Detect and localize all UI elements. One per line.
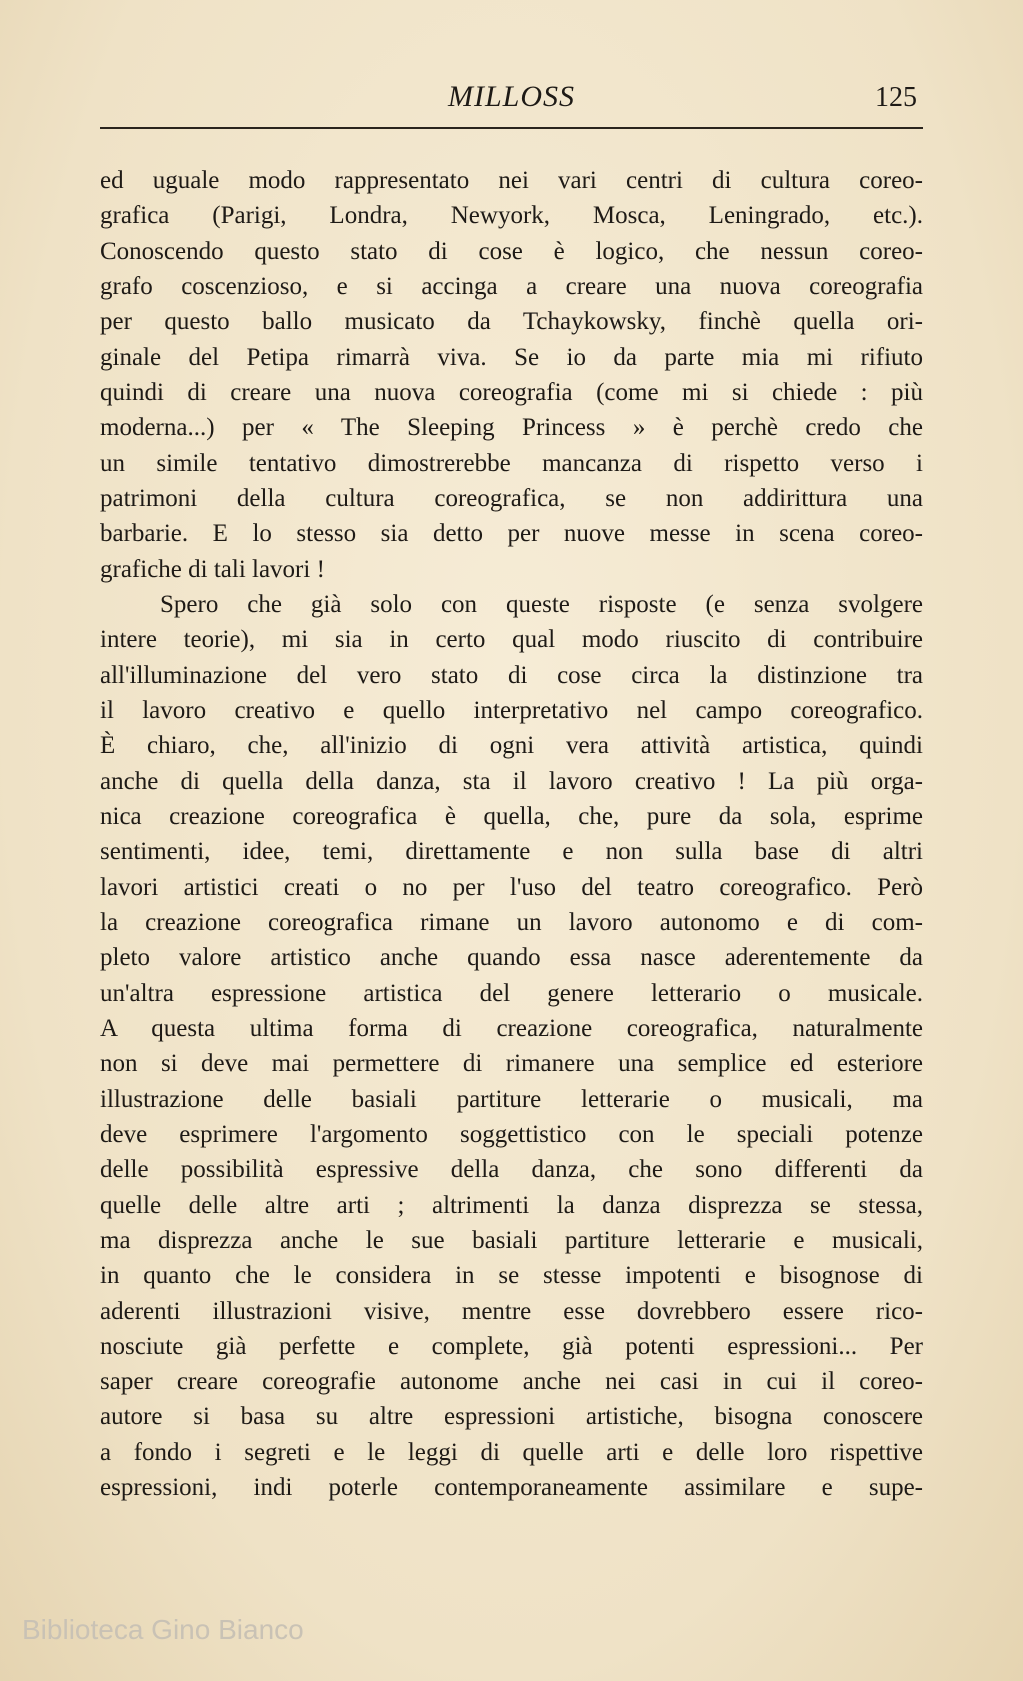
text-line: un'altra espressione artistica del genere letterario o musicale. (100, 979, 923, 1007)
text-line: il lavoro creativo e quello interpretativo nel campo coreografico. (100, 696, 923, 724)
page-number: 125 (875, 82, 917, 113)
body-text (100, 163, 923, 1505)
text-line: patrimoni della cultura coreografica, se non addirittura una (100, 484, 923, 512)
text-line: Spero che già solo con queste risposte (e senza svolgere (160, 590, 923, 618)
library-watermark: Biblioteca Gino Bianco (22, 1614, 304, 1645)
text-line: barbarie. E lo stesso sia detto per nuove messe in scena coreo- (100, 520, 923, 548)
text-line: moderna...) per « The Sleeping Princess » è perchè credo che (100, 414, 923, 442)
text-line: aderenti illustrazioni visive, mentre esse dovrebbero essere rico- (100, 1297, 923, 1325)
text-line: deve esprimere l'argomento soggettistico con le speciali potenze (100, 1120, 923, 1148)
text-line: ma disprezza anche le sue basiali partiture letterarie e musicali, (100, 1226, 923, 1254)
text-line: anche di quella della danza, sta il lavoro creativo ! La più orga- (100, 767, 923, 795)
text-line: lavori artistici creati o no per l'uso del teatro coreografico. Però (100, 873, 923, 901)
text-line: non si deve mai permettere di rimanere una semplice ed esteriore (100, 1050, 923, 1078)
text-line: un simile tentativo dimostrerebbe mancanza di rispetto verso i (100, 449, 923, 477)
text-line: in quanto che le considera in se stesse impotenti e bisognose di (100, 1262, 923, 1290)
text-line: quelle delle altre arti ; altrimenti la danza disprezza se stessa, (100, 1191, 923, 1219)
running-title: MILLOSS (447, 80, 575, 113)
text-line: grafiche di tali lavori ! (100, 555, 325, 583)
text-line: Conoscendo questo stato di cose è logico, che nessun coreo- (100, 237, 923, 265)
text-line: a fondo i segreti e le leggi di quelle arti e delle loro rispettive (100, 1438, 923, 1466)
text-line: quindi di creare una nuova coreografia (come mi si chiede : più (100, 378, 923, 406)
text-line: È chiaro, che, all'inizio di ogni vera attività artistica, quindi (100, 732, 923, 760)
text-line: pleto valore artistico anche quando essa nasce aderentemente da (100, 944, 923, 972)
header-rule (100, 127, 923, 129)
text-line: grafo coscenzioso, e si accinga a creare una nuova coreografia (100, 272, 923, 300)
text-line: sentimenti, idee, temi, direttamente e non sulla base di altri (100, 838, 923, 866)
text-line: intere teorie), mi sia in certo qual modo riuscito di contribuire (100, 626, 923, 654)
text-line: nosciute già perfette e complete, già potenti espressioni... Per (100, 1332, 923, 1360)
text-line: A questa ultima forma di creazione coreografica, naturalmente (100, 1014, 923, 1042)
text-line: ginale del Petipa rimarrà viva. Se io da parte mia mi rifiuto (100, 343, 923, 371)
text-line: saper creare coreografie autonome anche nei casi in cui il coreo- (100, 1368, 923, 1396)
text-line: grafica (Parigi, Londra, Newyork, Mosca, Leningrado, etc.). (100, 202, 923, 230)
text-line: ed uguale modo rappresentato nei vari centri di cultura coreo- (100, 167, 923, 194)
text-line: nica creazione coreografica è quella, che, pure da sola, esprime (100, 802, 923, 830)
text-line: delle possibilità espressive della danza, che sono differenti da (100, 1156, 923, 1184)
text-line: autore si basa su altre espressioni artistiche, bisogna conoscere (100, 1403, 923, 1431)
text-line: illustrazione delle basiali partiture letterarie o musicali, ma (100, 1085, 923, 1113)
text-line: all'illuminazione del vero stato di cose circa la distinzione tra (100, 661, 923, 689)
page-header (100, 78, 923, 118)
text-line: per questo ballo musicato da Tchaykowsky, finchè quella ori- (100, 308, 923, 336)
text-line: espressioni, indi poterle contemporaneamente assimilare e supe- (100, 1474, 923, 1502)
text-line: la creazione coreografica rimane un lavoro autonomo e di com- (100, 908, 923, 936)
